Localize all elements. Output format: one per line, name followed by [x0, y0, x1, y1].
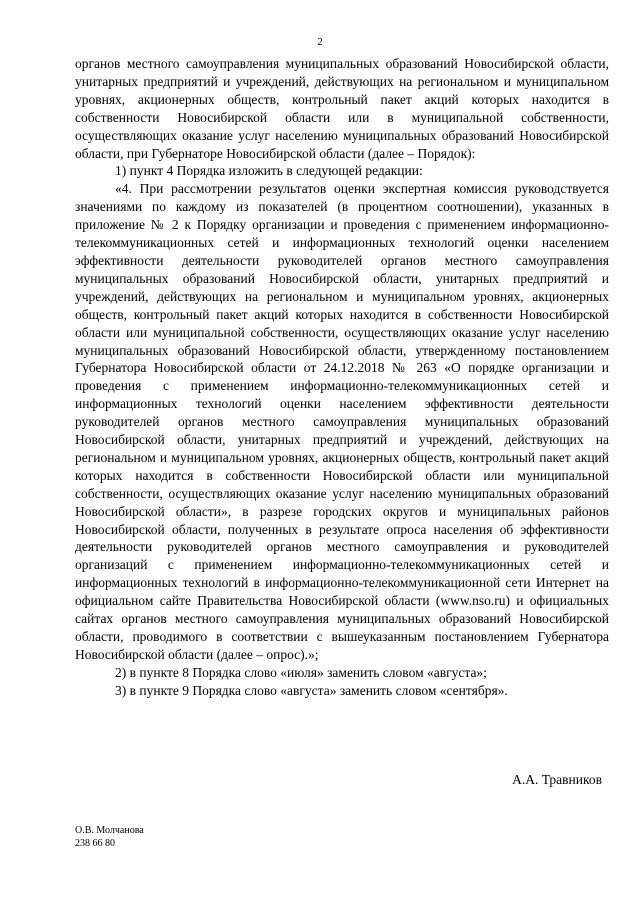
paragraph-item-3: 3) в пункте 9 Порядка слово «августа» заменить словом «сентября».	[115, 682, 508, 698]
executor-name: О.В. Молчанова	[75, 825, 144, 836]
paragraph-continuation: органов местного самоуправления муниципальных образований Новосибирской области, унитарных предприятий и учреждений, действующих на региональном и муниципальном уровнях, акционерных обществ, контрольный пакет акций которых находится в собственности Новосибирской области или в муниципальной собственности, осуществляющих оказание услуг населению муниципальных образований Новосибирской области, при Губернаторе Новосибирской области (далее – Порядок):	[75, 56, 609, 161]
paragraph-item-1: 1) пункт 4 Порядка изложить в следующей редакции:	[115, 163, 423, 179]
paragraph-item-2: 2) в пункте 8 Порядка слово «июля» заменить словом «августа»;	[115, 664, 487, 680]
paragraph-quoted-clause-4: «4. При рассмотрении результатов оценки экспертная комиссия руководствуется значениями по каждому из показателей (в процентном соотношении), указанных в приложение № 2 к Порядку организации и проведения с применением информационно-телекоммуникационных сетей и информационных технологий оценки населением эффективности деятельности руководителей органов местного самоуправления муниципальных образований Новосибирской области, унитарных предприятий и учреждений, действующих на региональном и муниципальном уровнях, акционерных обществ, контрольный пакет акций которых находится в собственности Новосибирской области или муниципальной собственности, осуществляющих оказание услуг населению муниципальных образований Новосибирской области, утвержденному постановлением Губернатора Новосибирской области от 24.12.2018 № 263 «О порядке организации и проведения с применением информационно-телекоммуникационных сетей и информационных технологий оценки населением эффективности деятельности руководителей органов местного самоуправления муниципальных образований Новосибирской области, унитарных предприятий и учреждений, действующих на региональном и муниципальном уровнях, акционерных обществ, контрольный пакет акций которых находится в собственности Новосибирской области или муниципальной собственности, осуществляющих оказание услуг населению муниципальных образований Новосибирской области», в разрезе городских округов и муниципальных районов Новосибирской области, полученных в результате опроса населения об эффективности деятельности руководителей органов местного самоуправления и руководителей организаций с применением информационно-телекоммуникационных сетей и информационных технологий в информационно-телекоммуникационной сети Интернет на официальном сайте Правительства Новосибирской области (www.nso.ru) и официальных сайтах органов местного самоуправления муниципальных образований Новосибирской области, проводимого в соответствии с вышеуказанным постановлением Губернатора Новосибирской области (далее – опрос).»;	[75, 181, 609, 662]
signature-name: А.А. Травников	[512, 772, 602, 787]
executor-block	[75, 824, 144, 850]
page-number: 2	[317, 36, 323, 48]
executor-phone: 238 66 80	[75, 838, 115, 849]
document-body	[75, 55, 609, 700]
